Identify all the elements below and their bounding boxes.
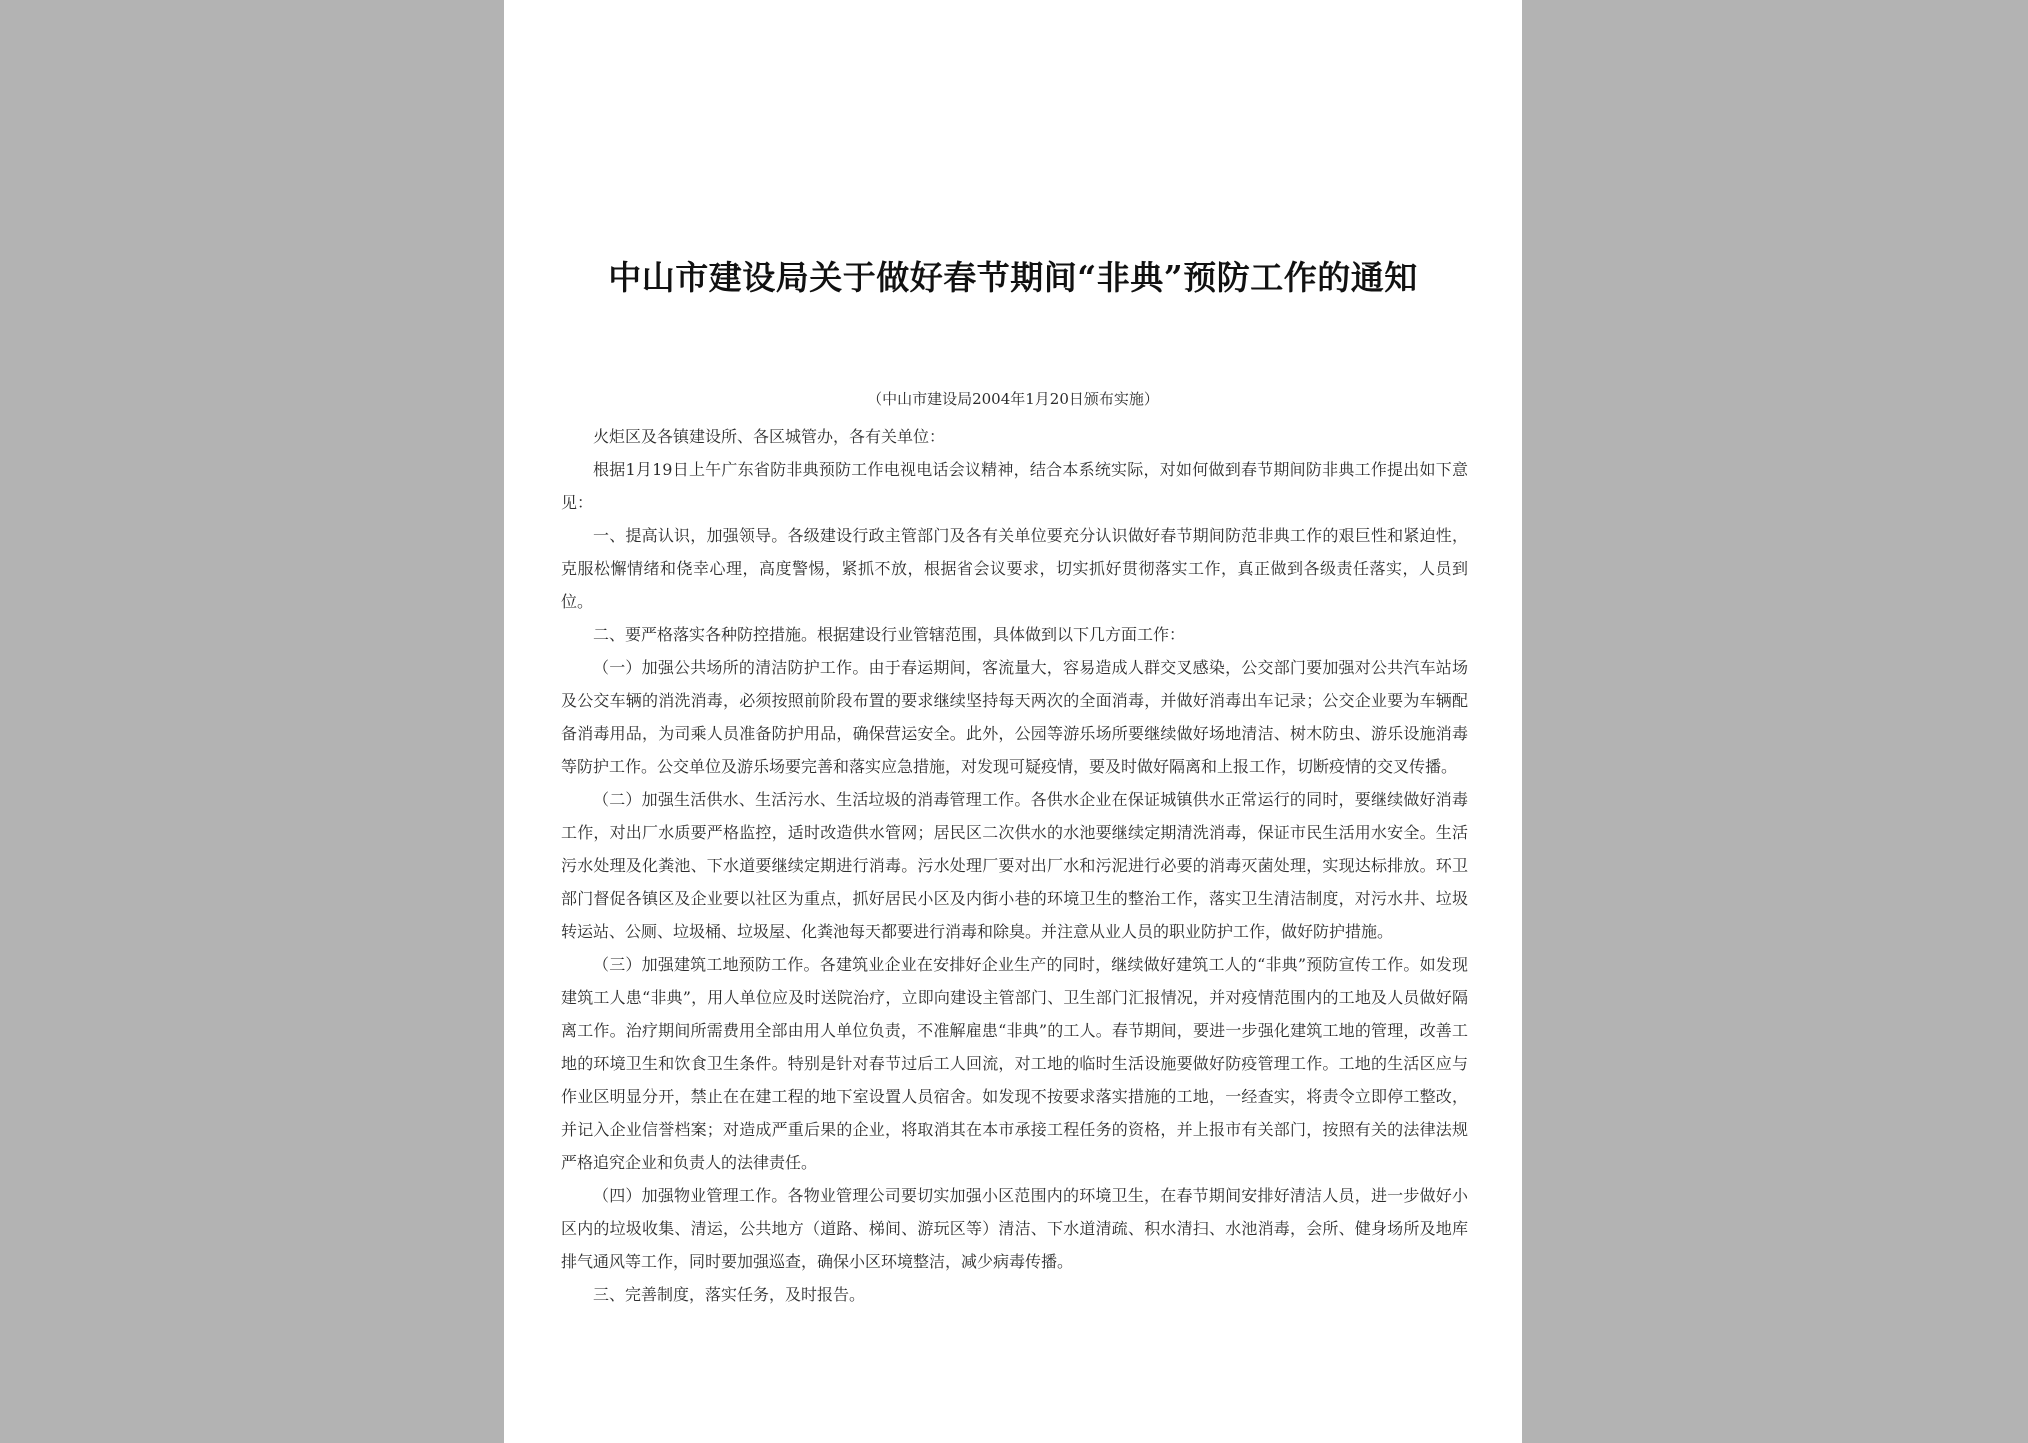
paragraph-item-2: （二）加强生活供水、生活污水、生活垃圾的消毒管理工作。各供水企业在保证城镇供水正常运行的同时，要继续做好消毒工作，对出厂水质要严格监控，适时改造供水管网；居民区二次供水的水池要继续定期清洗消毒，保证市民生活用水安全。生活污水处理及化粪池、下水道要继续定期进行消毒。污水处理厂要对出厂水和污泥进行必要的消毒灭菌处理，实现达标排放。环卫部门督促各镇区及企业要以社区为重点，抓好居民小区及内街小巷的环境卫生的整治工作，落实卫生清洁制度，对污水井、垃圾转运站、公厕、垃圾桶、垃圾屋、化粪池每天都要进行消毒和除臭。并注意从业人员的职业防护工作，做好防护措施。 <box>561 790 1468 941</box>
document-title: 中山市建设局关于做好春节期间“非典”预防工作的通知 <box>608 258 1418 297</box>
paragraph-item-3: （三）加强建筑工地预防工作。各建筑业企业在安排好企业生产的同时，继续做好建筑工人的“非典”预防宣传工作。如发现建筑工人患“非典”，用人单位应及时送院治疗，立即向建设主管部门、卫生部门汇报情况，并对疫情范围内的工地及人员做好隔离工作。治疗期间所需费用全部由用人单位负责，不准解雇患“非典”的工人。春节期间，要进一步强化建筑工地的管理，改善工地的环境卫生和饮食卫生条件。特别是针对春节过后工人回流，对工地的临时生活设施要做好防疫管理工作。工地的生活区应与作业区明显分开，禁止在在建工程的地下室设置人员宿舍。如发现不按要求落实措施的工地，一经查实，将责令立即停工整改，并记入企业信誉档案；对造成严重后果的企业，将取消其在本市承接工程任务的资格，并上报市有关部门，按照有关的法律法规严格追究企业和负责人的法律责任。 <box>561 955 1468 1172</box>
document-subtitle: （中山市建设局2004年1月20日颁布实施） <box>867 390 1159 408</box>
paragraph-intro: 根据1月19日上午广东省防非典预防工作电视电话会议精神，结合本系统实际，对如何做到春节期间防非典工作提出如下意见： <box>561 460 1468 512</box>
paragraph-addressee: 火炬区及各镇建设所、各区城管办，各有关单位： <box>593 427 946 446</box>
paragraph-section-2: 二、要严格落实各种防控措施。根据建设行业管辖范围，具体做到以下几方面工作： <box>593 625 1186 644</box>
document-page <box>504 0 1522 1443</box>
paragraph-item-1: （一）加强公共场所的清洁防护工作。由于春运期间，客流量大，容易造成人群交叉感染，公交部门要加强对公共汽车站场及公交车辆的消洗消毒，必须按照前阶段布置的要求继续坚持每天两次的全面消毒，并做好消毒出车记录；公交企业要为车辆配备消毒用品，为司乘人员准备防护用品，确保营运安全。此外，公园等游乐场所要继续做好场地清洁、树木防虫、游乐设施消毒等防护工作。公交单位及游乐场要完善和落实应急措施，对发现可疑疫情，要及时做好隔离和上报工作，切断疫情的交叉传播。 <box>561 658 1468 776</box>
paragraph-section-3: 三、完善制度，落实任务，及时报告。 <box>593 1285 866 1304</box>
paragraph-item-4: （四）加强物业管理工作。各物业管理公司要切实加强小区范围内的环境卫生，在春节期间安排好清洁人员，进一步做好小区内的垃圾收集、清运，公共地方（道路、梯间、游玩区等）清洁、下水道清疏、积水清扫、水池消毒，会所、健身场所及地库排气通风等工作，同时要加强巡查，确保小区环境整洁，减少病毒传播。 <box>561 1186 1468 1271</box>
paragraph-section-1: 一、提高认识，加强领导。各级建设行政主管部门及各有关单位要充分认识做好春节期间防范非典工作的艰巨性和紧迫性，克服松懈情绪和侥幸心理，高度警惕，紧抓不放，根据省会议要求，切实抓好贯彻落实工作，真正做到各级责任落实，人员到位。 <box>561 526 1468 611</box>
document-body <box>561 420 1468 1311</box>
